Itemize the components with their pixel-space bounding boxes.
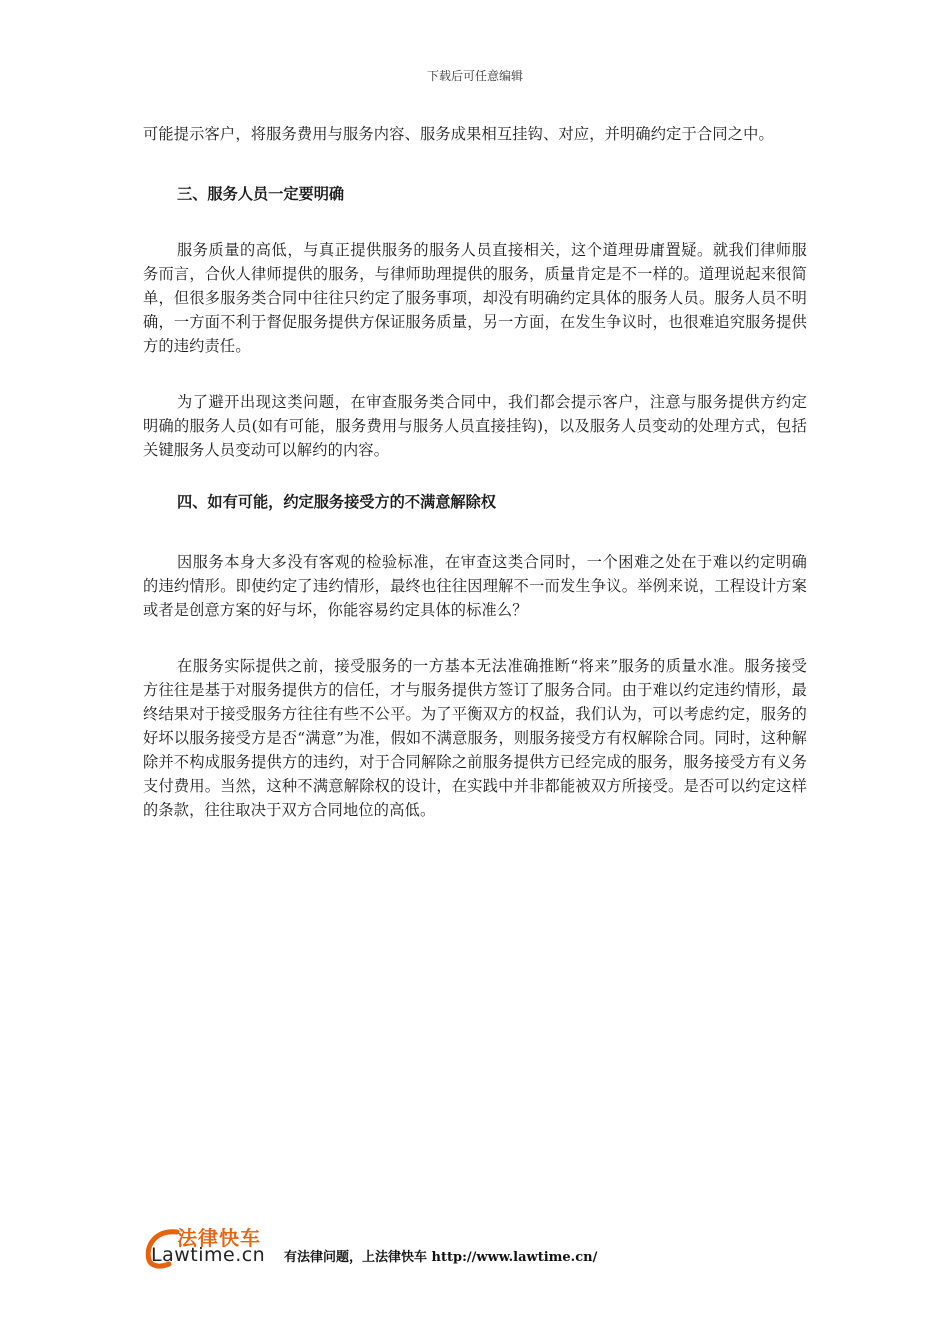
page-header-note: 下载后可任意编辑 — [426, 69, 523, 83]
page-footer — [143, 1222, 843, 1270]
paragraph-continued: 可能提示客户，将服务费用与服务内容、服务成果相互挂钩、对应，并明确约定于合同之中。 — [143, 125, 774, 143]
paragraph-no-standard: 因服务本身大多没有客观的检验标准，在审查这类合同时，一个困难之处在于难以约定明确的违约情形。即使约定了违约情形，最终也往往因理解不一而发生争议。举例来说，工程设计方案或者是创意方案的好与坏，你能容易约定具体的标准么？ — [143, 553, 807, 619]
paragraph-service-quality: 服务质量的高低，与真正提供服务的服务人员直接相关，这个道理毋庸置疑。就我们律师服务而言，合伙人律师提供的服务，与律师助理提供的服务，质量肯定是不一样的。道理说起来很简单，但很多服务类合同中往往只约定了服务事项，却没有明确约定具体的服务人员。服务人员不明确，一方面不利于督促服务提供方保证服务质量，另一方面，在发生争议时，也很难追究服务提供方的违约责任。 — [143, 241, 807, 355]
lawtime-logo — [143, 1222, 283, 1268]
logo-chinese-text: 法律快车 — [177, 1226, 261, 1250]
paragraph-avoid-issues: 为了避开出现这类问题，在审查服务类合同中，我们都会提示客户，注意与服务提供方约定明确的服务人员(如有可能，服务费用与服务人员直接挂钩)，以及服务人员变动的处理方式，包括关键服务人员变动可以解约的内容。 — [143, 393, 807, 459]
section-heading-4: 四、如有可能，约定服务接受方的不满意解除权 — [177, 493, 496, 511]
paragraph-termination-right: 在服务实际提供之前，接受服务的一方基本无法准确推断“将来”服务的质量水准。服务接受方往往是基于对服务提供方的信任，才与服务提供方签订了服务合同。由于难以约定违约情形，最终结果对于接受服务方往往有些不公平。为了平衡双方的权益，我们认为，可以考虑约定，服务的好坏以服务接受方是否“满意”为准，假如不满意服务，则服务接受方有权解除合同。同时，这种解除并不构成服务提供方的违约，对于合同解除之前服务提供方已经完成的服务，服务接受方有义务支付费用。当然，这种不满意解除权的设计，在实践中并非都能被双方所接受。是否可以约定这样的条款，往往取决于双方合同地位的高低。 — [143, 657, 807, 819]
section-heading-3: 三、服务人员一定要明确 — [177, 185, 345, 203]
footer-slogan: 有法律问题，上法律快车 http://www.lawtime.cn/ — [284, 1250, 598, 1265]
document-body — [143, 122, 807, 822]
logo-english-text: Lawtime.cn — [151, 1244, 266, 1266]
